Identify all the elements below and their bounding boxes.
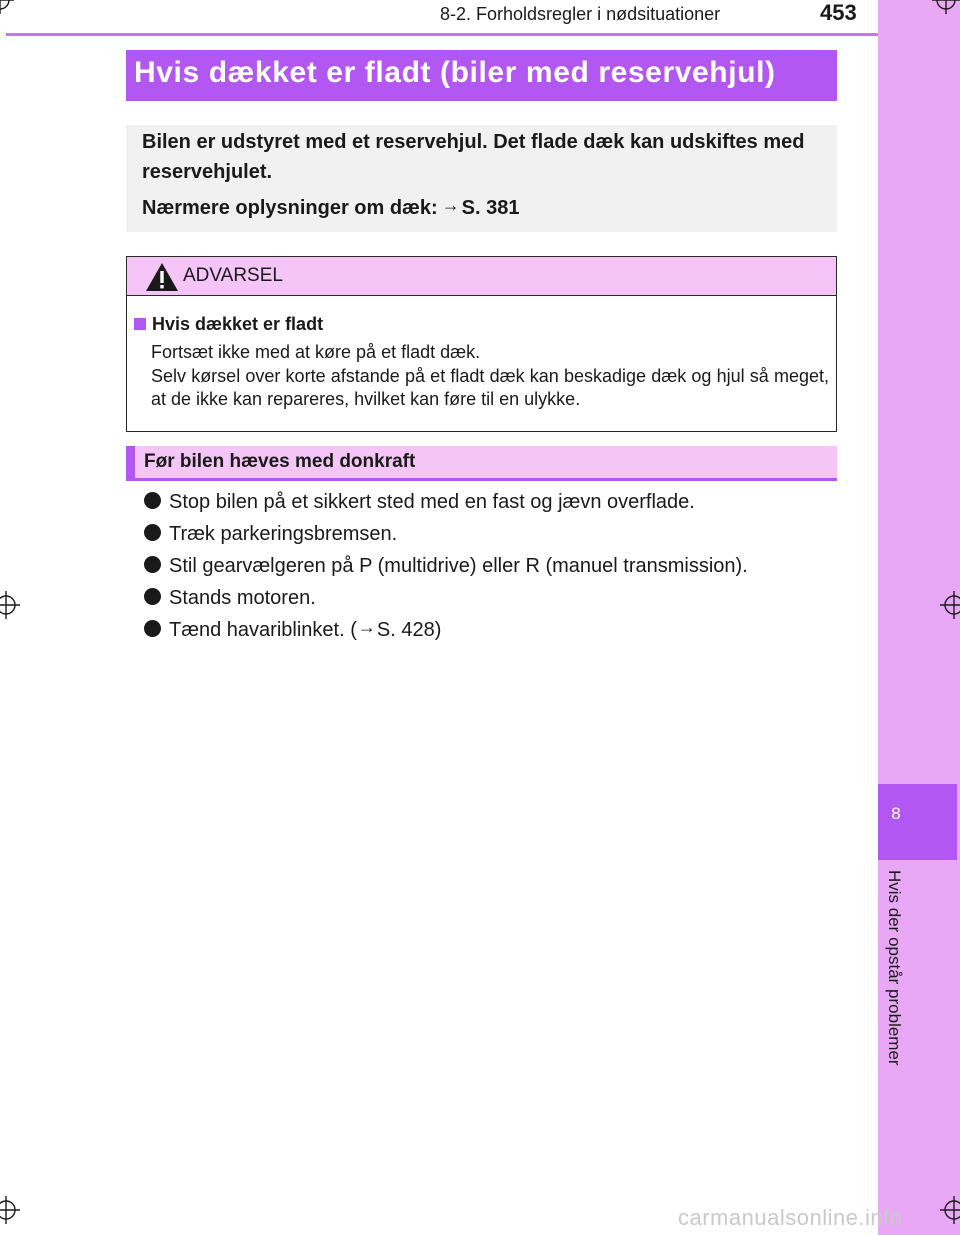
registration-mark-icon (0, 591, 20, 619)
page-title: Hvis dækket er fladt (biler med reservehjul) (134, 56, 776, 89)
warning-box (126, 256, 837, 432)
bullet-dot-icon (144, 588, 161, 605)
chapter-label-container (884, 870, 910, 1095)
list-item (144, 521, 864, 553)
warning-subtitle-row (134, 314, 323, 335)
section-header (126, 446, 837, 481)
warning-line-1: Fortsæt ikke med at køre på et fladt dæk. (151, 342, 481, 362)
list-item-reference-link[interactable]: S. 428) (376, 619, 442, 641)
header-section-title: 8-2. Forholdsregler i nødsituationer (440, 4, 721, 24)
registration-mark-icon (0, 1196, 20, 1224)
page-number: 453 (820, 0, 857, 25)
intro-reference (142, 193, 519, 223)
registration-mark-icon (940, 591, 960, 619)
list-item (144, 489, 864, 521)
warning-subtitle: Hvis dækket er fladt (152, 314, 324, 334)
list-item-text-prefix: Tænd havariblinket. ( (169, 619, 357, 641)
intro-reference-prefix: Nærmere oplysninger om dæk: (142, 197, 438, 219)
list-item-text: Stands motoren. (169, 587, 316, 609)
header-divider (6, 33, 878, 36)
arrow-right-icon: → (357, 617, 376, 637)
arrow-right-icon: → (441, 195, 460, 215)
warning-header (127, 257, 836, 296)
warning-text (151, 341, 829, 412)
bullet-dot-icon (144, 524, 161, 541)
list-item-text: Stop bilen på et sikkert sted med en fast og jævn overflade. (169, 491, 695, 513)
intro-text: Bilen er udstyret med et reservehjul. Det flade dæk kan udskiftes med reservehjulet. (142, 131, 805, 183)
list-item (144, 585, 864, 617)
steps-list (144, 489, 864, 649)
registration-mark-icon (932, 0, 960, 14)
registration-mark-icon (0, 0, 14, 14)
square-bullet-icon (134, 318, 146, 330)
registration-mark-icon (940, 1196, 960, 1224)
bullet-dot-icon (144, 620, 161, 637)
warning-triangle-icon (145, 261, 179, 293)
chapter-label: Hvis der opstår problemer (885, 870, 904, 1066)
chapter-number-block (878, 784, 957, 860)
warning-title: ADVARSEL (183, 265, 283, 286)
chapter-number: 8 (891, 804, 901, 823)
list-item-text: Træk parkeringsbremsen. (169, 523, 398, 545)
intro-box (126, 125, 837, 232)
bullet-dot-icon (144, 492, 161, 509)
page-title-band (126, 50, 837, 101)
intro-reference-link[interactable]: S. 381 (461, 197, 520, 219)
watermark: carmanualsonline.info (678, 1205, 903, 1230)
bullet-dot-icon (144, 556, 161, 573)
list-item (144, 617, 864, 649)
list-item (144, 553, 864, 585)
warning-line-2: Selv kørsel over korte afstande på et fladt dæk kan beskadige dæk og hjul så meget, at de ikke kan repareres, hvilket kan føre til en ulykke. (151, 365, 829, 409)
list-item-text: Stil gearvælgeren på P (multidrive) eller R (manuel transmission). (169, 555, 748, 577)
section-title: Før bilen hæves med donkraft (144, 451, 416, 472)
